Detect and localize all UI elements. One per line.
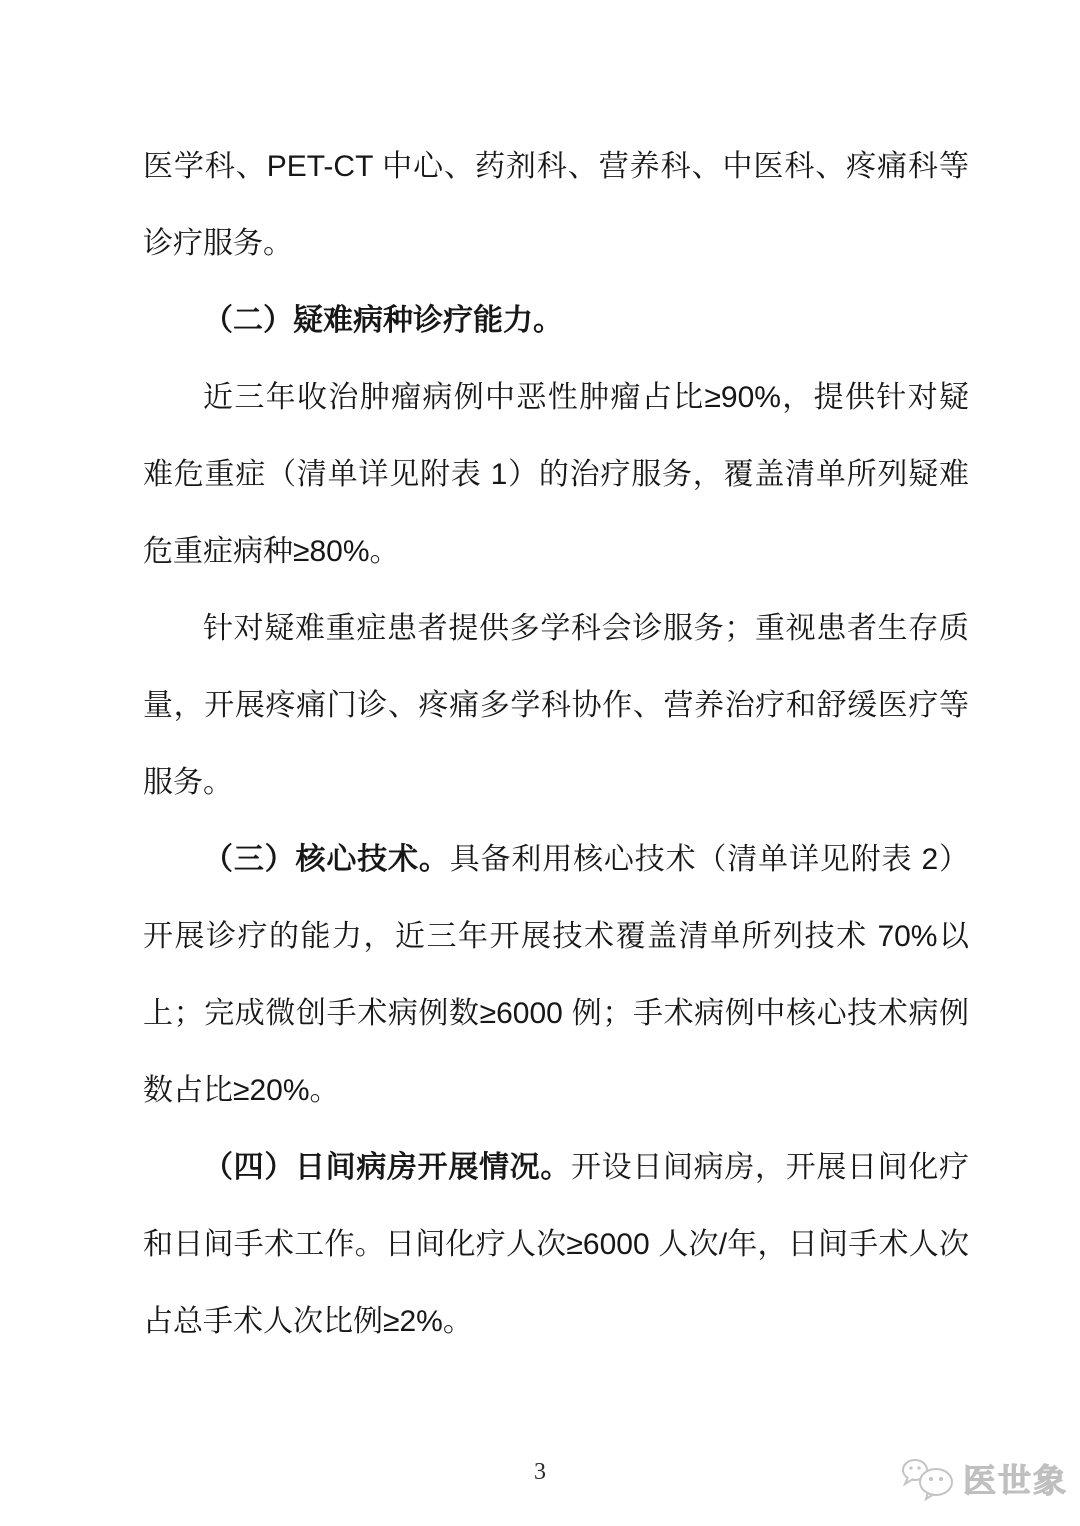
watermark <box>900 1455 1068 1502</box>
section-heading-text: （四）日间病房开展情况。 <box>203 1151 571 1184</box>
section-heading-text: （二）疑难病种诊疗能力。 <box>203 304 563 337</box>
wechat-icon <box>900 1456 958 1502</box>
paragraph-text: 具备利用核心技术（清单详见附表 2）开展诊疗的能力，近三年开展技术覆盖清单所列技术 70%以上；完成微创手术病例数≥6000 例；手术病例中核心技术病例数占比≥20%。 <box>143 843 969 1107</box>
paragraph-day-ward <box>143 1129 969 1360</box>
section-heading-2 <box>143 282 969 359</box>
section-heading-text: （三）核心技术。 <box>203 843 450 876</box>
paragraph-continuation <box>143 128 969 282</box>
paragraph-text: 医学科、PET-CT 中心、药剂科、营养科、中医科、疼痛科等诊疗服务。 <box>143 150 969 260</box>
page-number-value: 3 <box>534 1459 546 1485</box>
paragraph-difficult-cases <box>143 359 969 590</box>
paragraph-mdt-services <box>143 590 969 821</box>
paragraph-text: 开设日间病房，开展日间化疗和日间手术工作。日间化疗人次≥6000 人次/年，日间手术人次占总手术人次比例≥2%。 <box>143 1151 969 1338</box>
paragraph-text: 针对疑难重症患者提供多学科会诊服务；重视患者生存质量，开展疼痛门诊、疼痛多学科协作、营养治疗和舒缓医疗等服务。 <box>143 612 969 799</box>
paragraph-text: 近三年收治肿瘤病例中恶性肿瘤占比≥90%，提供针对疑难危重症（清单详见附表 1）的治疗服务，覆盖清单所列疑难危重症病种≥80%。 <box>143 381 969 568</box>
watermark-label: 医世象 <box>963 1462 1068 1499</box>
document-page-body <box>143 128 969 1360</box>
paragraph-core-technology <box>143 821 969 1129</box>
